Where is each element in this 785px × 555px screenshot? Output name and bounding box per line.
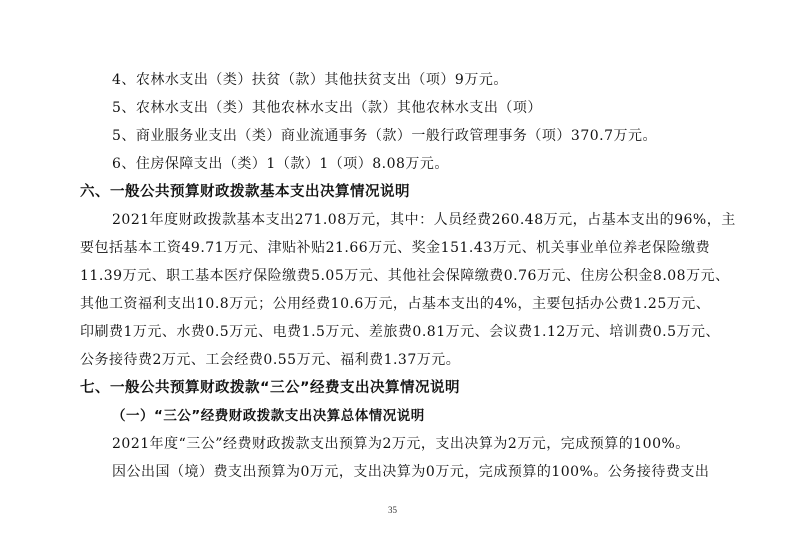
section-7-heading: 七、一般公共预算财政拨款“三公”经费支出决算情况说明 <box>80 380 461 396</box>
budget-item-6: 6、住房保障支出（类）1（款）1（项）8.08万元。 <box>112 156 449 172</box>
section-7-line-2: 因公出国（境）费支出预算为0万元，支出决算为0万元，完成预算的100%。公务接待费支出 <box>112 464 710 480</box>
section-6-line-3: 11.39万元、职工基本医疗保险缴费5.05万元、其他社会保障缴费0.76万元、住房公积金8.08万元、 <box>80 268 730 284</box>
section-6-line-4: 其他工资福利支出10.8万元；公用经费10.6万元，占基本支出的4%，主要包括办公费1.25万元、 <box>80 296 711 312</box>
section-6-line-1: 2021年度财政拨款基本支出271.08万元，其中：人员经费260.48万元，占基本支出的96%，主 <box>112 212 736 228</box>
section-6-line-5: 印刷费1万元、水费0.5万元、电费1.5万元、差旅费0.81万元、会议费1.12万元、培训费0.5万元、 <box>80 324 721 340</box>
section-7-subheading: （一）“三公”经费财政拨款支出决算总体情况说明 <box>112 408 425 424</box>
budget-item-4: 4、农林水支出（类）扶贫（款）其他扶贫支出（项）9万元。 <box>112 72 508 88</box>
budget-item-5a: 5、农林水支出（类）其他农林水支出（款）其他农林水支出（项） <box>112 100 542 116</box>
section-7-line-1: 2021年度“三公”经费财政拨款支出预算为2万元，支出决算为2万元，完成预算的100%。 <box>112 436 690 452</box>
budget-item-5b: 5、商业服务业支出（类）商业流通事务（款）一般行政管理事务（项）370.7万元。 <box>112 128 657 144</box>
section-6-line-2: 要包括基本工资49.71万元、津贴补贴21.66万元、奖金151.43万元、机关事业单位养老保险缴费 <box>80 240 711 256</box>
section-6-heading: 六、一般公共预算财政拨款基本支出决算情况说明 <box>80 184 410 200</box>
page-number: 35 <box>388 505 397 515</box>
section-6-line-6: 公务接待费2万元、工会经费0.55万元、福利费1.37万元。 <box>80 352 461 368</box>
